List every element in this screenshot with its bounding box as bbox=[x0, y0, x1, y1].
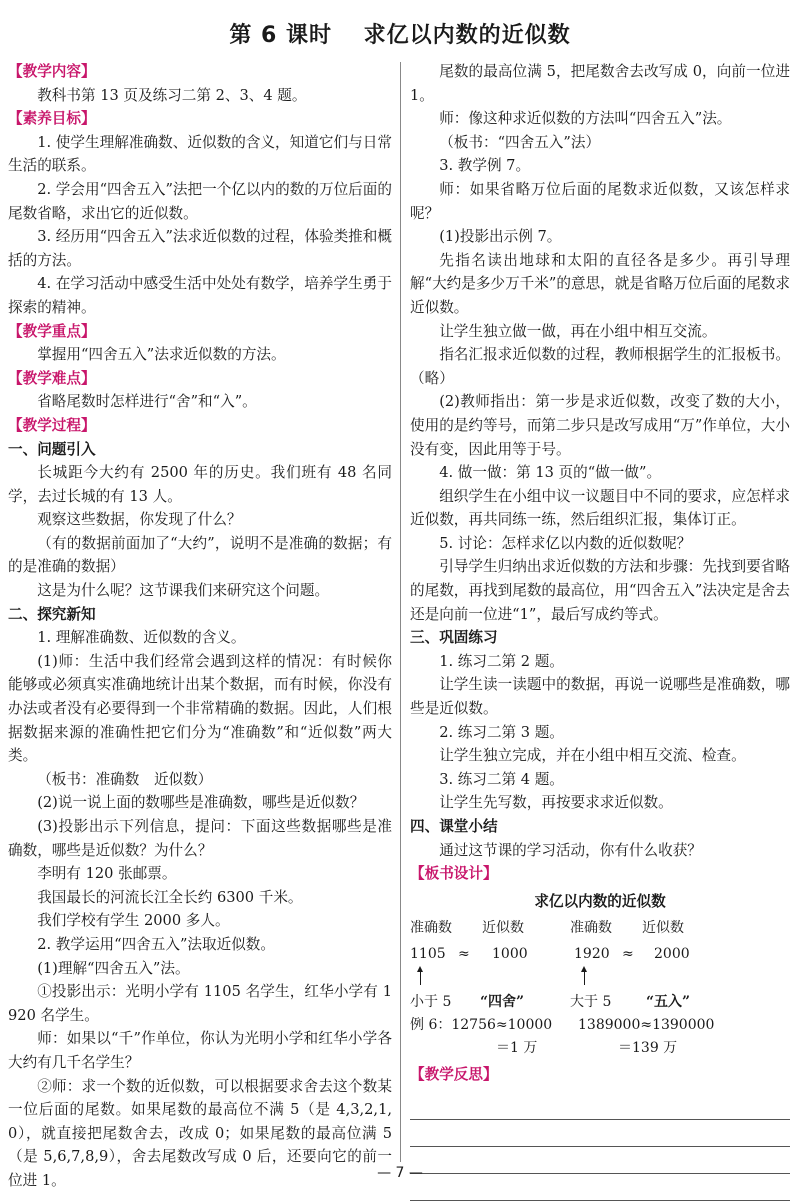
goal-item: 4. 在学习活动中感受生活中处处有数学，培养学生勇于探索的精神。 bbox=[8, 275, 392, 316]
section-tag-content: 【教学内容】 bbox=[8, 63, 96, 80]
right-column bbox=[410, 60, 790, 1201]
paragraph: 尾数的最高位满 5，把尾数舍去改写成 0，向前一位进 1。 bbox=[410, 63, 790, 104]
approx-sign: ≈ bbox=[622, 946, 634, 963]
paragraph: 引导学生归纳出求近似数的方法和步骤：先找到要省略的尾数，再找到尾数的最高位，用“四舍五入”法决定是舍去还是向前一位进“1”，最后写成约等式。 bbox=[410, 558, 790, 623]
section-tag-key: 【教学重点】 bbox=[8, 322, 96, 340]
paragraph: 通过这节课的学习活动，你有什么收获？ bbox=[439, 841, 702, 859]
section-heading: 二、探究新知 bbox=[8, 605, 96, 623]
paragraph: 让学生独立做一做，再在小组中相互交流。 bbox=[439, 322, 717, 340]
key-point: 掌握用“四舍五入”法求近似数的方法。 bbox=[37, 346, 286, 364]
board-title: 求亿以内数的近似数 bbox=[534, 892, 666, 910]
paragraph: 长城距今大约有 2500 年的历史。我们班有 48 名同学，去过长城的有 13 人。 bbox=[8, 464, 392, 505]
left-column bbox=[8, 60, 392, 1193]
board-number: 1000 bbox=[492, 946, 528, 963]
paragraph: 观察这些数据，你发现了什么？ bbox=[37, 511, 242, 529]
paragraph: （有的数据前面加了“大约”，说明不是准确的数据；有的是准确的数据） bbox=[8, 534, 392, 576]
paragraph: 这是为什么呢？这节课我们来研究这个问题。 bbox=[37, 582, 330, 600]
paragraph: (1)投影出示例 7。 bbox=[439, 228, 562, 246]
board-label-round-down: “四舍” bbox=[480, 994, 525, 1011]
paragraph: 师：如果以“千”作单位，你认为光明小学和红华小学各大约有几千名学生？ bbox=[8, 1030, 392, 1071]
paragraph: 2. 练习二第 3 题。 bbox=[439, 723, 564, 741]
board-example: 例 6：12756≈10000 bbox=[410, 1017, 553, 1034]
paragraph: (2)教师指出：第一步是求近似数，改变了数的大小，使用的是约等号，而第二步只是改写成用“万”作单位，大小没有变，因此用等于号。 bbox=[410, 393, 790, 458]
board-label-exact: 准确数 bbox=[410, 920, 452, 937]
section-tag-difficulty: 【教学难点】 bbox=[8, 369, 96, 387]
goal-item: 2. 学会用“四舍五入”法把一个亿以内的数的万位后面的尾数省略，求出它的近似数。 bbox=[8, 180, 392, 222]
paragraph: (2)说一说上面的数哪些是准确数，哪些是近似数？ bbox=[37, 794, 365, 812]
board-label-approx: 近似数 bbox=[642, 920, 684, 937]
writing-line bbox=[410, 1120, 790, 1147]
paragraph: 1. 理解准确数、近似数的含义。 bbox=[37, 629, 246, 647]
paragraph: 指名汇报求近似数的过程，教师根据学生的汇报板书。（略） bbox=[410, 346, 790, 387]
writing-line bbox=[410, 1093, 790, 1120]
section-heading: 三、巩固练习 bbox=[410, 629, 498, 647]
approx-sign: ≈ bbox=[458, 946, 470, 963]
board-result: ＝1 万 bbox=[496, 1040, 538, 1057]
board-design bbox=[410, 913, 790, 1063]
page-title: 第 6 课时 求亿以内数的近似数 bbox=[229, 23, 571, 48]
paragraph: (3)投影出示下列信息，提问：下面这些数据哪些是准确数，哪些是近似数？为什么？ bbox=[8, 818, 392, 859]
goal-item: 1. 使学生理解准确数、近似数的含义，知道它们与日常生活的联系。 bbox=[8, 133, 392, 175]
board-label-less: 小于 5 bbox=[410, 994, 452, 1011]
paragraph: 2. 教学运用“四舍五入”法取近似数。 bbox=[37, 935, 275, 953]
paragraph: 师：像这种求近似数的方法叫“四舍五入”法。 bbox=[439, 110, 732, 128]
board-example: 1389000≈1390000 bbox=[578, 1017, 715, 1034]
section-tag-reflection: 【教学反思】 bbox=[410, 1066, 498, 1084]
board-label-greater: 大于 5 bbox=[570, 994, 612, 1011]
paragraph: 师：如果省略万位后面的尾数求近似数，又该怎样求呢？ bbox=[410, 180, 790, 222]
paragraph: 我们学校有学生 2000 多人。 bbox=[37, 912, 230, 930]
paragraph: ①投影出示：光明小学有 1105 名学生，红华小学有 1920 名学生。 bbox=[8, 983, 392, 1024]
board-number: 1105 bbox=[410, 946, 446, 963]
section-tag-goals: 【素养目标】 bbox=[8, 110, 96, 128]
section-tag-process: 【教学过程】 bbox=[8, 416, 96, 434]
goal-item: 3. 经历用“四舍五入”法求近似数的过程，体验类推和概括的方法。 bbox=[8, 228, 392, 269]
up-arrow-icon bbox=[420, 971, 421, 985]
board-label-round-up: “五入” bbox=[646, 994, 691, 1011]
paragraph: 先指名读出地球和太阳的直径各是多少。再引导理解“大约是多少万千米”的意思，就是省略万位后面的尾数求近似数。 bbox=[410, 251, 790, 316]
paragraph: 让学生读一读题中的数据，再说一说哪些是准确数，哪些是近似数。 bbox=[410, 676, 790, 718]
board-number: 2000 bbox=[654, 946, 690, 963]
board-result: ＝139 万 bbox=[618, 1040, 678, 1057]
section-heading: 一、问题引入 bbox=[8, 440, 96, 458]
teaching-content: 教科书第 13 页及练习二第 2、3、4 题。 bbox=[37, 86, 307, 104]
paragraph: 5. 讨论：怎样求亿以内数的近似数呢？ bbox=[439, 534, 692, 552]
board-label-approx: 近似数 bbox=[482, 920, 524, 937]
paragraph: 让学生独立完成，并在小组中相互交流、检查。 bbox=[439, 747, 746, 765]
paragraph: 3. 教学例 7。 bbox=[439, 157, 531, 175]
board-label-exact: 准确数 bbox=[570, 920, 612, 937]
paragraph: 我国最长的河流长江全长约 6300 千米。 bbox=[37, 888, 303, 906]
paragraph: 让学生先写数，再按要求求近似数。 bbox=[439, 794, 673, 812]
board-number: 1920 bbox=[574, 946, 610, 963]
paragraph: 4. 做一做：第 13 页的“做一做”。 bbox=[439, 464, 662, 482]
difficulty-point: 省略尾数时怎样进行“舍”和“入”。 bbox=[37, 393, 257, 411]
section-heading: 四、课堂小结 bbox=[410, 818, 498, 835]
section-tag-board: 【板书设计】 bbox=[410, 865, 498, 883]
paragraph: 组织学生在小组中议一议题目中不同的要求，应怎样求近似数，再共同练一练，然后组织汇报，集体订正。 bbox=[410, 487, 790, 529]
paragraph: （板书：“四舍五入”法） bbox=[439, 133, 601, 151]
up-arrow-icon bbox=[584, 971, 585, 985]
page-number: — 7 — bbox=[377, 1165, 423, 1181]
paragraph: 1. 练习二第 2 题。 bbox=[439, 652, 564, 670]
paragraph: （板书：准确数 近似数） bbox=[37, 770, 213, 788]
paragraph: (1)理解“四舍五入”法。 bbox=[37, 959, 190, 977]
paragraph: ②师：求一个数的近似数，可以根据要求舍去这个数某一位后面的尾数。如果尾数的最高位不满 5（是 4,3,2,1,0），就直接把尾数舍去，改成 0；如果尾数的最高位满 5（是 5,6,7,8,9），舍去尾数改写成 0 后，还要向它的前一位进 1。 bbox=[8, 1077, 392, 1189]
paragraph: 3. 练习二第 4 题。 bbox=[439, 770, 564, 788]
reflection-lines bbox=[410, 1093, 790, 1201]
paragraph: (1)师：生活中我们经常会遇到这样的情况：有时候你能够或必须真实准确地统计出某个数据，而有时候，你没有办法或者没有必要得到一个非常精确的数据。因此，人们根据数据来源的准确性把它们分为“准确数”和“近似数”两大类。 bbox=[8, 652, 392, 765]
column-divider bbox=[400, 62, 401, 1162]
paragraph: 李明有 120 张邮票。 bbox=[37, 865, 177, 883]
